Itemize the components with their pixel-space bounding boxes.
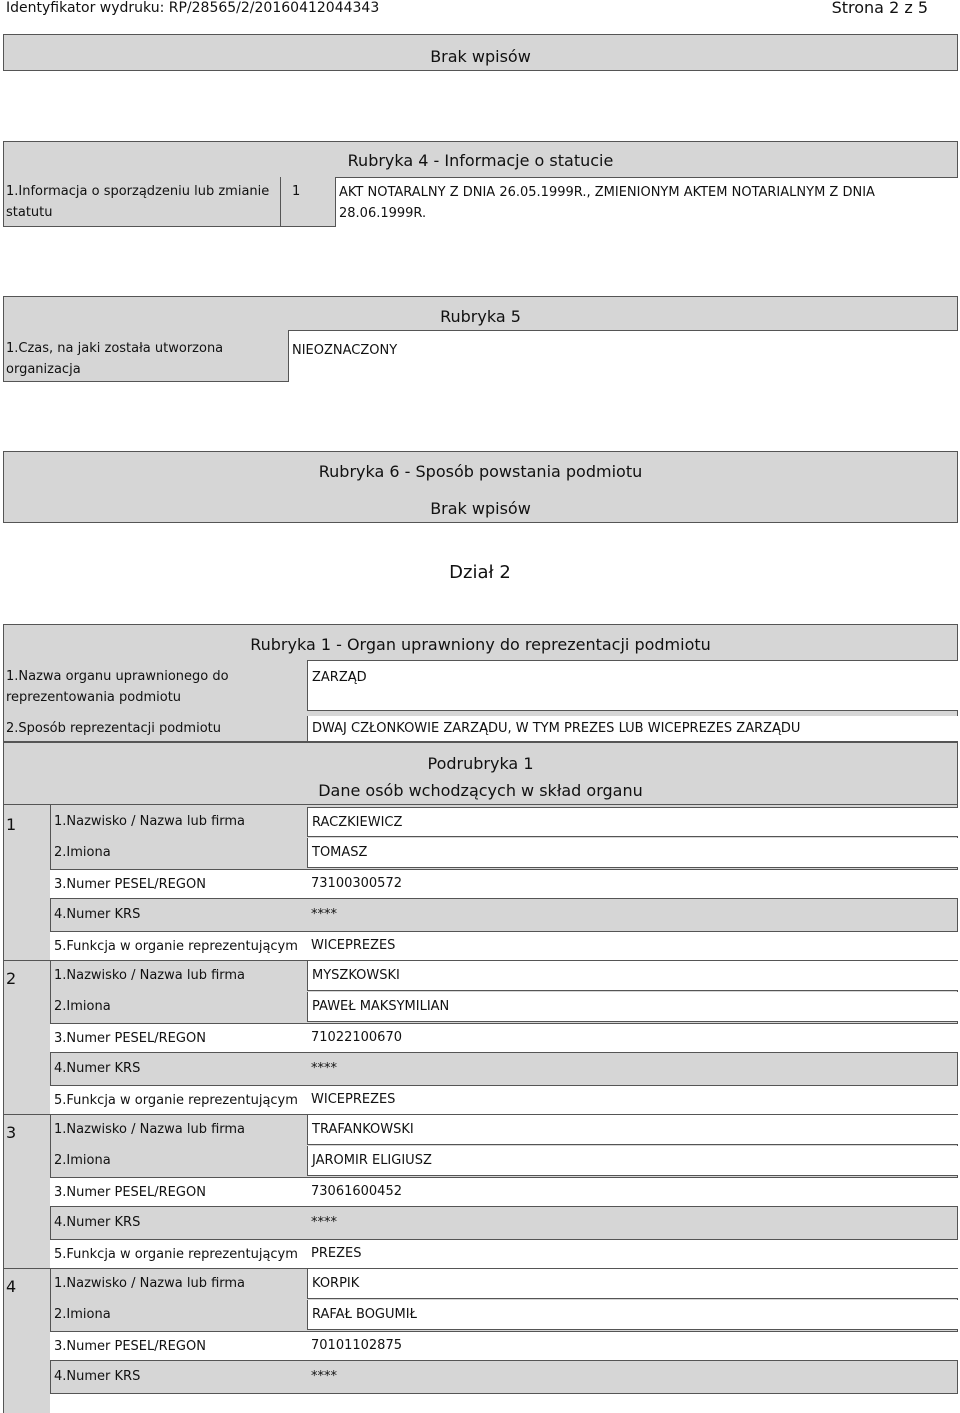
page-number: Strona 2 z 5	[831, 0, 928, 17]
person-first-names: TOMASZ	[307, 838, 958, 868]
person-first-names: JAROMIR ELIGIUSZ	[307, 1146, 958, 1176]
person-pesel: 73100300572	[311, 876, 402, 891]
rubryka1-title: Rubryka 1 - Organ uprawniony do reprezentacji podmiotu	[250, 635, 711, 654]
field-label-first: 2.Imiona	[54, 1307, 111, 1322]
person-name: KORPIK	[307, 1269, 958, 1299]
rubryka1-value1-cell	[307, 660, 958, 711]
rubryka4-title: Rubryka 4 - Informacje o statucie	[347, 151, 614, 170]
top-section-box	[3, 34, 958, 71]
podrubryka-subtitle: Dane osób wchodzących w skład organu	[318, 781, 643, 800]
person-number: 3	[6, 1123, 17, 1142]
person-krs: ****	[311, 1215, 337, 1230]
field-label-pesel: 3.Numer PESEL/REGON	[50, 1023, 958, 1053]
field-label-krs: 4.Numer KRS	[54, 1369, 141, 1384]
person-number: 2	[6, 969, 17, 988]
field-label-first: 2.Imiona	[54, 999, 111, 1014]
rubryka5-value-cell	[288, 330, 958, 382]
rubryka1-value1: ZARZĄD	[312, 670, 367, 685]
dzial-title: Dział 2	[449, 562, 511, 583]
person-name: RACZKIEWICZ	[307, 807, 958, 837]
field-label-pesel: 3.Numer PESEL/REGON	[50, 1331, 958, 1361]
rubryka1-value2-cell	[307, 716, 958, 742]
top-empty-text: Brak wpisów	[430, 47, 531, 66]
field-label-krs: 4.Numer KRS	[54, 1215, 141, 1230]
person-first-names: PAWEŁ MAKSYMILIAN	[307, 992, 958, 1022]
field-label-role: 5.Funkcja w organie reprezentującym	[50, 1239, 958, 1269]
rubryka5-value: NIEOZNACZONY	[292, 343, 398, 358]
divider	[280, 177, 281, 227]
rubryka1-value2: DWAJ CZŁONKOWIE ZARZĄDU, W TYM PREZES LUB WICEPREZES ZARZĄDU	[312, 721, 801, 736]
person-pesel: 70101102875	[311, 1338, 402, 1353]
rubryka1-label2: 2.Sposób reprezentacji podmiotu	[6, 721, 221, 736]
rubryka4-value: AKT NOTARALNY Z DNIA 26.05.1999R., ZMIENIONYM AKTEM NOTARIALNYM Z DNIA 28.06.1999R.	[339, 185, 875, 221]
rubryka5-title: Rubryka 5	[440, 307, 521, 326]
rubryka1-label1: 1.Nazwa organu uprawnionego do reprezentowania podmiotu	[6, 669, 229, 705]
person-number: 4	[6, 1277, 17, 1296]
person-role: WICEPREZES	[311, 938, 396, 953]
rubryka6-empty-text: Brak wpisów	[430, 499, 531, 518]
field-label-role: 5.Funkcja w organie reprezentującym	[50, 931, 958, 961]
person-role: WICEPREZES	[311, 1092, 396, 1107]
person-krs: ****	[311, 907, 337, 922]
rubryka4-number: 1	[292, 184, 301, 199]
rubryka4-label: 1.Informacja o sporządzeniu lub zmianie statutu	[6, 184, 270, 220]
print-identifier: Identyfikator wydruku: RP/28565/2/20160412044343	[6, 0, 380, 16]
person-krs: ****	[311, 1369, 337, 1384]
divider	[3, 805, 4, 1413]
person-krs: ****	[311, 1061, 337, 1076]
rubryka5-label: 1.Czas, na jaki została utworzona organizacja	[6, 341, 224, 377]
field-label-krs: 4.Numer KRS	[54, 907, 141, 922]
person-name: TRAFANKOWSKI	[307, 1115, 958, 1145]
person-first-names: RAFAŁ BOGUMIŁ	[307, 1300, 958, 1330]
person-number: 1	[6, 815, 17, 834]
person-pesel: 71022100670	[311, 1030, 402, 1045]
person-role: PREZES	[311, 1246, 362, 1261]
field-label-first: 2.Imiona	[54, 845, 111, 860]
rubryka4-value-cell	[335, 177, 958, 227]
field-label-pesel: 3.Numer PESEL/REGON	[50, 869, 958, 899]
field-label-name: 1.Nazwisko / Nazwa lub firma	[54, 1122, 246, 1137]
rubryka6-title: Rubryka 6 - Sposób powstania podmiotu	[318, 462, 643, 481]
field-label-first: 2.Imiona	[54, 1153, 111, 1168]
field-label-role: 5.Funkcja w organie reprezentującym	[50, 1085, 958, 1115]
field-label-pesel: 3.Numer PESEL/REGON	[50, 1177, 958, 1207]
field-label-name: 1.Nazwisko / Nazwa lub firma	[54, 1276, 246, 1291]
podrubryka-title: Podrubryka 1	[427, 754, 534, 773]
next-row-stub	[50, 1393, 958, 1413]
person-pesel: 73061600452	[311, 1184, 402, 1199]
field-label-name: 1.Nazwisko / Nazwa lub firma	[54, 968, 246, 983]
field-label-krs: 4.Numer KRS	[54, 1061, 141, 1076]
person-name: MYSZKOWSKI	[307, 961, 958, 991]
field-label-name: 1.Nazwisko / Nazwa lub firma	[54, 814, 246, 829]
